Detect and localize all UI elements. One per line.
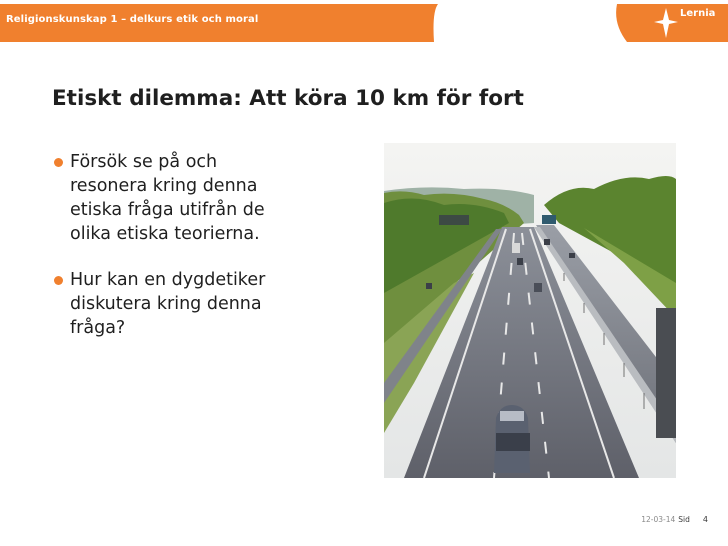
bullet-dot-icon [54, 276, 63, 285]
footer [641, 515, 708, 524]
bullet-list [52, 150, 352, 362]
bullet-item [52, 150, 352, 246]
footer-date: 12-03-14 [641, 515, 676, 524]
bullet-text: Hur kan en dygdetiker diskutera kring denna fråga? [70, 270, 266, 338]
bullet-text: Försök se på och resonera kring denna etiska fråga utifrån de olika etiska teorierna. [70, 152, 265, 244]
lernia-logo [652, 6, 722, 40]
compass-icon [654, 8, 678, 38]
logo-text: Lernia [680, 8, 716, 19]
course-title: Religionskunskap 1 – delkurs etik och moral [6, 14, 259, 25]
footer-page-label: Sid [678, 515, 690, 524]
highway-photo [384, 143, 676, 478]
bullet-item [52, 268, 352, 340]
bullet-dot-icon [54, 158, 63, 167]
slide-title: Etiskt dilemma: Att köra 10 km för fort [52, 86, 524, 111]
footer-page-number: 4 [702, 515, 708, 524]
